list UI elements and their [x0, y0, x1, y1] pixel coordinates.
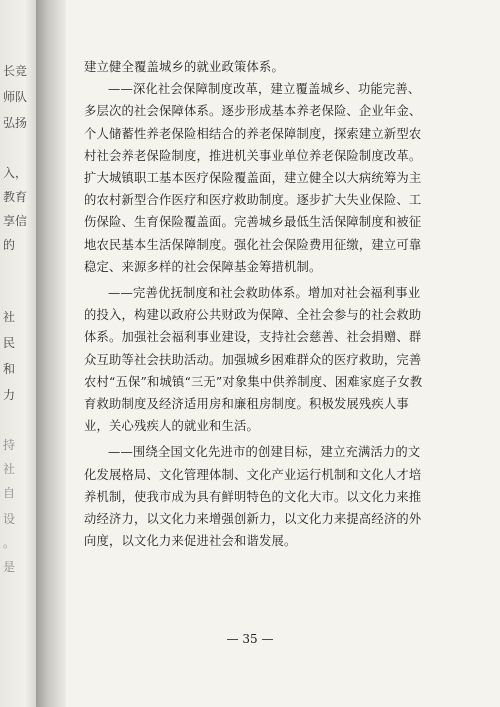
text-line: 稳定、来源多样的社会保障基金筹措机制。 [84, 259, 322, 274]
paragraph-start-line: ——深化社会保障制度改革，建立覆盖城乡、功能完善、 [108, 82, 421, 97]
text-line: 建立健全覆盖城乡的就业政策体系。 [84, 60, 284, 74]
facing-page-fragment: 。 [3, 536, 16, 550]
page-body-text [84, 56, 474, 552]
facing-page-fragment: 教育 [3, 190, 28, 204]
text-line: 扩大城镇职工基本医疗保险覆盖面，建立健全以大病统筹为主 [84, 171, 422, 186]
facing-page-fragment: 师队 [3, 90, 28, 104]
facing-page-fragment: 民 [3, 336, 16, 350]
text-line: 众互助等社会扶助活动。加强城乡困难群众的医疗救助，完善 [84, 352, 422, 367]
text-line: 的农村新型合作医疗和医疗救助制度。逐步扩大失业保险、工 [84, 193, 422, 208]
text-line: 多层次的社会保障体系。逐步形成基本养老保险、企业年金、 [84, 104, 422, 119]
facing-page-fragment: 自 [3, 486, 16, 500]
paragraph-start-line: ——围绕全国文化先进市的创建目标，建立充满活力的文 [108, 445, 421, 460]
facing-page-fragment: 享信 [3, 214, 28, 228]
text-line: 化发展格局、文化管理体制、文化产业运行机制和文化人才培 [84, 467, 422, 482]
facing-page-fragment: 社 [3, 462, 16, 476]
text-line: 业，关心残疾人的就业和生活。 [84, 419, 259, 434]
facing-page-fragment: 设 [3, 512, 16, 526]
facing-page-fragment: 持 [3, 438, 16, 452]
page-number: — 35 — [226, 632, 274, 646]
facing-page-fragment: 力 [3, 388, 16, 402]
text-line: 地农民基本生活保障制度。强化社会保险费用征缴，建立可靠 [84, 237, 422, 252]
text-line: 农村“五保”和城镇“三无”对象集中供养制度、困难家庭子女教 [84, 374, 423, 389]
book-gutter-shadow [36, 0, 66, 707]
text-line: 动经济力，以文化力来增强创新力，以文化力来提高经济的外 [84, 512, 422, 527]
facing-page-fragment: 入， [3, 166, 28, 180]
facing-page-fragment: 社 [3, 310, 16, 324]
facing-page-fragment: 的 [3, 238, 16, 252]
facing-page-fragment: 弘扬 [3, 116, 28, 130]
text-line: 体系。加强社会福利事业建设，支持社会慈善、社会捐赠、群 [84, 330, 422, 345]
text-line: 向度，以文化力来促进社会和谐发展。 [84, 534, 297, 549]
facing-page-fragment: 是 [3, 560, 16, 574]
facing-page-fragment: 长竞 [3, 64, 28, 78]
text-line: 育救助制度及经济适用房和廉租房制度。积极发展残疾人事 [84, 397, 409, 412]
text-line: 个人储蓄性养老保险相结合的养老保障制度，探索建立新型农 [84, 126, 422, 141]
text-line: 养机制，使我市成为具有鲜明特色的文化大市。以文化力来推 [84, 489, 422, 504]
paragraph-start-line: ——完善优抚制度和社会救助体系。增加对社会福利事业 [108, 286, 421, 301]
text-line: 村社会养老保险制度，推进机关事业单位养老保险制度改革。 [84, 148, 422, 163]
facing-page-fragment: 和 [3, 362, 16, 376]
text-line: 的投入，构建以政府公共财政为保障、全社会参与的社会救助 [84, 308, 422, 323]
text-line: 伤保险、生育保险覆盖面。完善城乡最低生活保障制度和被征 [84, 215, 422, 230]
facing-page-edge [0, 0, 36, 707]
